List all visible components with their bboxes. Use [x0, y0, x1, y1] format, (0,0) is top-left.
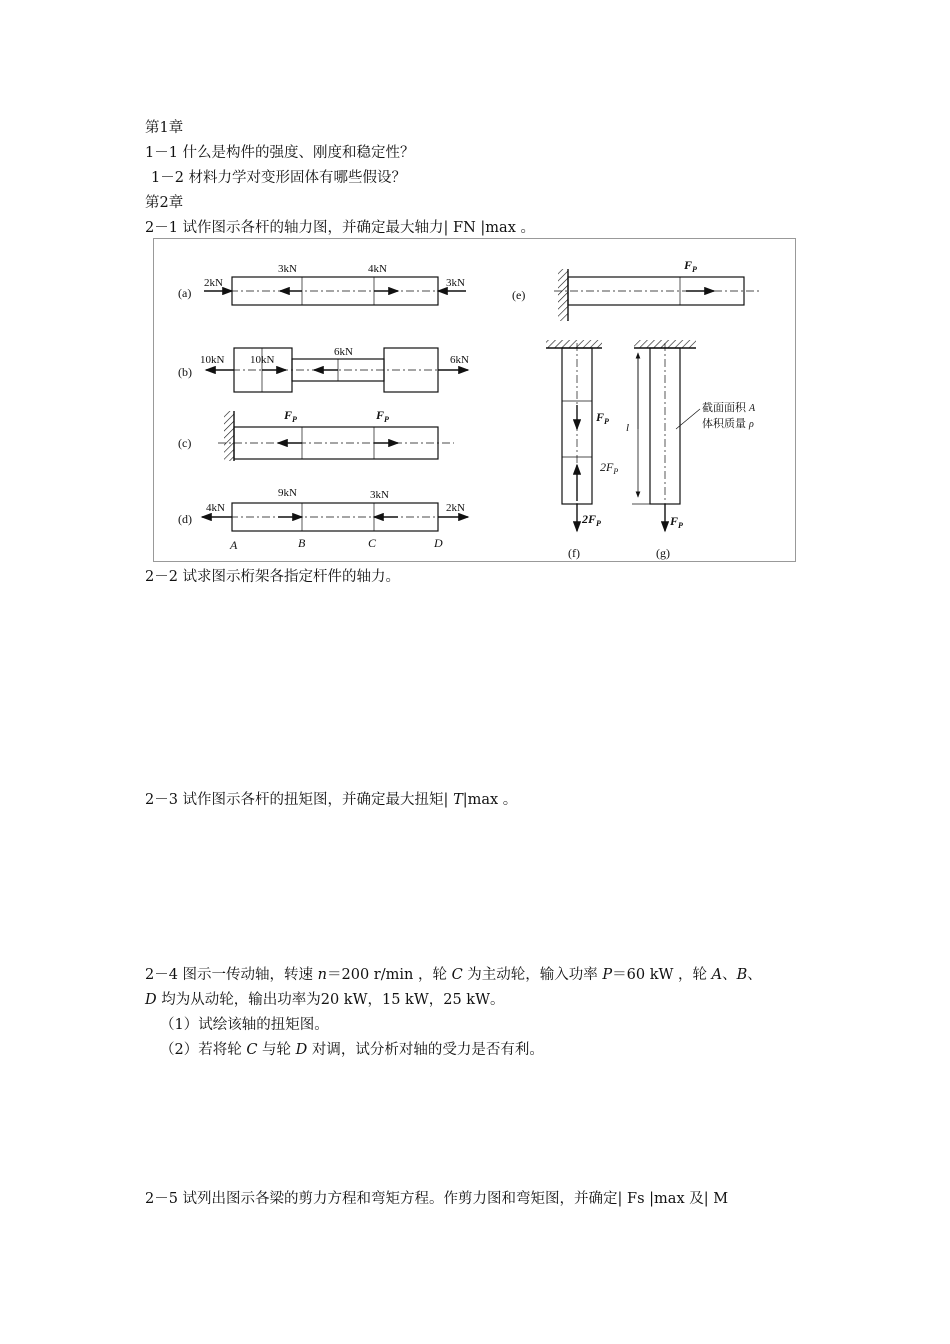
force-e: $F_P$ [684, 258, 697, 274]
question-2-4-part-1: （1）试绘该轴的扭矩图。 [160, 1017, 329, 1033]
force-b-right: 6kN [450, 354, 469, 366]
length-l: l [626, 422, 630, 434]
label-f: (f) [568, 546, 580, 560]
bars-diagram [154, 239, 795, 561]
force-c-2: $F_P$ [376, 408, 389, 424]
area-label: 截面面积 A [702, 402, 756, 414]
question-2-1: 2－1 试作图示各杆的轴力图，并确定最大轴力| FN |max 。 [145, 220, 535, 236]
chapter-1-heading: 第1章 [145, 120, 184, 136]
point-B: B [298, 536, 306, 550]
point-D: D [434, 536, 443, 550]
force-b-left-out: 10kN [200, 354, 225, 366]
force-g: $F_P$ [670, 514, 683, 530]
label-d: (d) [178, 512, 192, 526]
force-b-mid: 6kN [334, 346, 353, 358]
force-d-mid1: 9kN [278, 487, 297, 499]
force-a-left: 2kN [204, 277, 223, 289]
question-2-4-line-1: 2－4 图示一传动轴，转速 n＝200 r/min ，轮 C 为主动轮，输入功率 P＝60 kW ，轮 A、B、 [145, 967, 762, 983]
point-C: C [368, 536, 377, 550]
force-d-left: 4kN [206, 502, 225, 514]
label-g: (g) [656, 546, 670, 560]
question-2-4-line-2: D 均为从动轮，输出功率为20 kW，15 kW，25 kW。 [145, 992, 505, 1008]
label-c: (c) [178, 436, 192, 450]
force-f-top: $F_P$ [596, 410, 609, 426]
chapter-2-heading: 第2章 [145, 195, 184, 211]
question-1-2: 1－2 材料力学对变形固体有哪些假设？ [151, 170, 407, 186]
question-2-4-part-2: （2）若将轮 C 与轮 D 对调，试分析对轴的受力是否有利。 [160, 1042, 544, 1058]
label-b: (b) [178, 365, 192, 379]
force-a-mid1: 3kN [278, 263, 297, 275]
question-2-2: 2－2 试求图示桁架各指定杆件的轴力。 [145, 569, 401, 585]
question-2-5: 2－5 试列出图示各梁的剪力方程和弯矩方程。作剪力图和弯矩图，并确定| Fs |max 及| M [145, 1191, 729, 1207]
question-2-3: 2－3 试作图示各杆的扭矩图，并确定最大扭矩| T|max 。 [145, 792, 518, 808]
force-d-right: 2kN [446, 502, 465, 514]
force-f-mid: $2F_P$ [600, 460, 619, 476]
force-a-right: 3kN [446, 277, 465, 289]
point-A: A [230, 538, 238, 552]
force-d-mid2: 3kN [370, 489, 389, 501]
wall-c [224, 411, 234, 461]
wall-e [558, 269, 568, 321]
force-c-1: $F_P$ [284, 408, 297, 424]
label-e: (e) [512, 288, 526, 302]
ceiling-f [546, 340, 602, 348]
question-1-1: 1－1 什么是构件的强度、刚度和稳定性？ [145, 145, 415, 161]
axial-force-figure [153, 238, 796, 562]
force-b-left-in: 10kN [250, 354, 275, 366]
force-a-mid2: 4kN [368, 263, 387, 275]
force-f-bottom: $2F_P$ [582, 512, 601, 528]
label-a: (a) [178, 286, 192, 300]
density-label: 体积质量 ρ [702, 418, 754, 430]
